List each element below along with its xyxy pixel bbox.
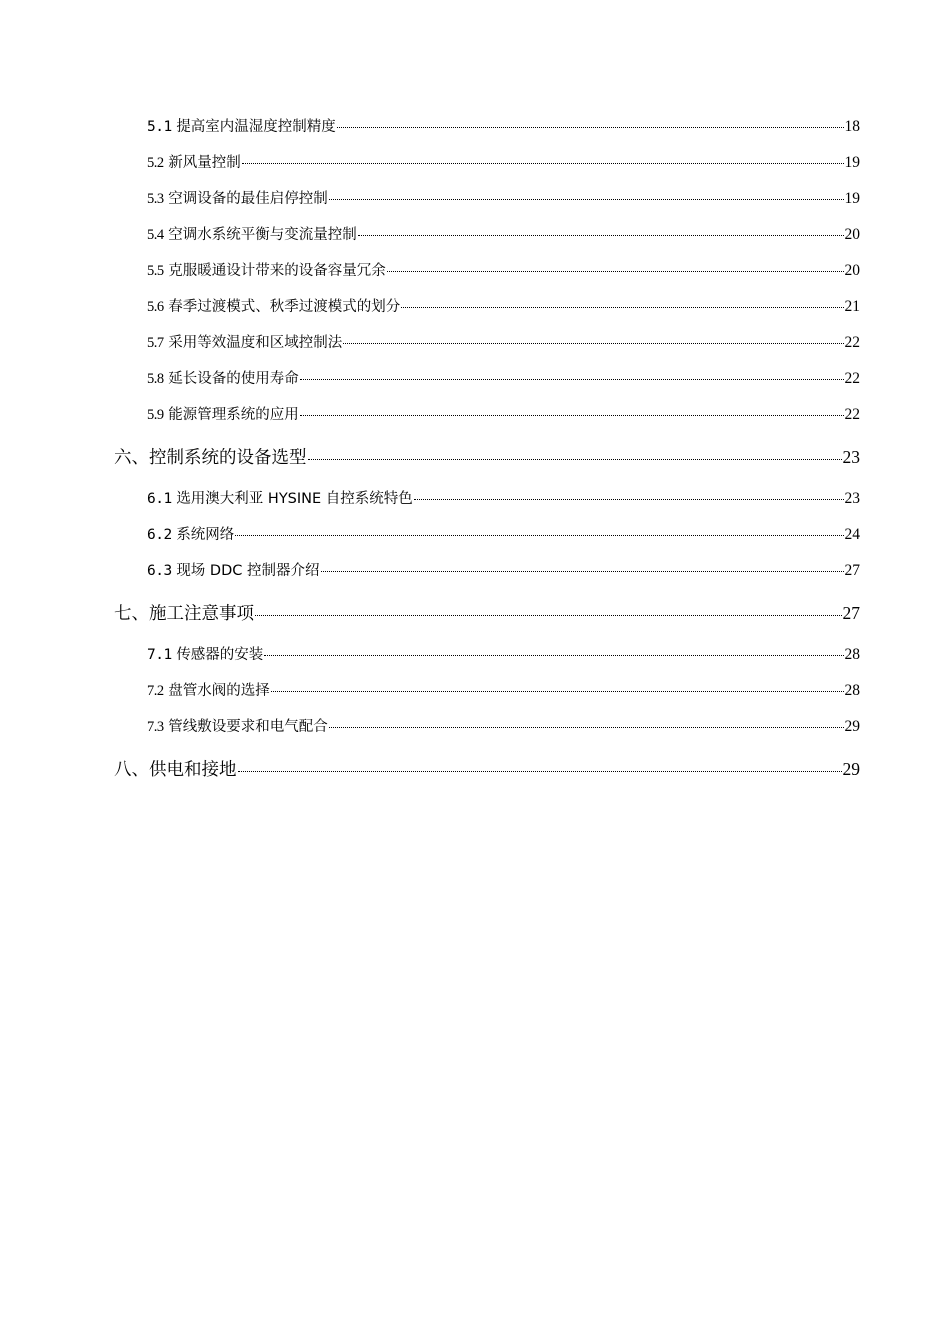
toc-page-number: 27	[844, 562, 860, 579]
toc-dot-leader	[264, 655, 843, 656]
toc-chapter-7[interactable]	[114, 603, 860, 625]
toc-dot-leader	[242, 163, 844, 164]
toc-chapter-8[interactable]	[114, 759, 860, 781]
toc-entry-7-2[interactable]	[147, 682, 860, 701]
toc-dot-leader	[308, 459, 842, 460]
toc-entry-number: 6.2	[147, 527, 172, 543]
toc-entry-6-2[interactable]	[147, 526, 860, 545]
toc-entry-number: 6.1	[147, 491, 172, 507]
toc-dot-leader	[300, 415, 844, 416]
toc-entry-number: 5.4	[147, 227, 164, 243]
toc-dot-leader	[321, 571, 844, 572]
toc-chapter-title: 七、施工注意事项	[114, 604, 254, 624]
toc-entry-title: 选用澳大利亚 HYSINE 自控系统特色	[176, 491, 413, 507]
toc-page-number: 18	[844, 118, 860, 135]
toc-page-number: 28	[844, 682, 860, 699]
toc-entry-5-4[interactable]	[147, 226, 860, 245]
toc-entry-7-1[interactable]	[147, 646, 860, 665]
toc-dot-leader	[401, 307, 843, 308]
toc-page-number: 29	[844, 718, 860, 735]
toc-dot-leader	[358, 235, 844, 236]
toc-chapter-title: 八、供电和接地	[114, 760, 237, 780]
toc-page-number: 27	[842, 603, 860, 623]
toc-entry-title: 春季过渡模式、秋季过渡模式的划分	[168, 299, 401, 315]
toc-entry-6-3[interactable]	[147, 562, 860, 581]
toc-page-number: 19	[844, 154, 860, 171]
toc-dot-leader	[387, 271, 844, 272]
toc-entry-title: 空调水系统平衡与变流量控制	[168, 227, 357, 243]
toc-entry-number: 5.3	[147, 191, 164, 207]
toc-dot-leader	[337, 127, 844, 128]
toc-page-number: 23	[844, 490, 860, 507]
toc-dot-leader	[235, 535, 843, 536]
toc-page-number: 29	[842, 759, 860, 779]
toc-dot-leader	[343, 343, 843, 344]
toc-page-number: 28	[844, 646, 860, 663]
toc-entry-number: 5.8	[147, 371, 164, 387]
toc-entry-number: 7.2	[147, 683, 164, 699]
toc-chapter-6[interactable]	[114, 447, 860, 469]
toc-entry-number: 6.3	[147, 563, 172, 579]
toc-entry-title: 现场 DDC 控制器介绍	[176, 563, 320, 579]
toc-entry-number: 5.2	[147, 155, 164, 171]
toc-entry-title: 克服暖通设计带来的设备容量冗余	[168, 263, 386, 279]
toc-entry-number: 5.7	[147, 335, 164, 351]
toc-page-number: 19	[844, 190, 860, 207]
toc-entry-number: 5.5	[147, 263, 164, 279]
toc-entry-title: 盘管水阀的选择	[168, 683, 270, 699]
toc-dot-leader	[329, 727, 844, 728]
toc-entry-5-2[interactable]	[147, 154, 860, 173]
toc-entry-number: 5.1	[147, 119, 172, 135]
toc-page-number: 22	[844, 406, 860, 423]
toc-dot-leader	[300, 379, 844, 380]
toc-page-number: 22	[844, 370, 860, 387]
toc-page-number: 21	[844, 298, 860, 315]
toc-entry-7-3[interactable]	[147, 718, 860, 737]
toc-entry-6-1[interactable]	[147, 490, 860, 509]
toc-entry-5-3[interactable]	[147, 190, 860, 209]
toc-entry-title: 新风量控制	[168, 155, 241, 171]
toc-entry-title: 空调设备的最佳启停控制	[168, 191, 328, 207]
toc-entry-5-9[interactable]	[147, 406, 860, 425]
toc-entry-title: 能源管理系统的应用	[168, 407, 299, 423]
toc-page-number: 23	[842, 447, 860, 467]
toc-dot-leader	[238, 771, 842, 772]
toc-entry-5-1[interactable]	[147, 118, 860, 137]
toc-entry-title: 系统网络	[176, 527, 235, 543]
toc-chapter-title: 六、控制系统的设备选型	[114, 448, 307, 468]
toc-entry-5-7[interactable]	[147, 334, 860, 353]
toc-dot-leader	[271, 691, 844, 692]
toc-page-number: 22	[844, 334, 860, 351]
toc-entry-number: 7.3	[147, 719, 164, 735]
toc-dot-leader	[329, 199, 844, 200]
toc-entry-5-8[interactable]	[147, 370, 860, 389]
toc-page-number: 20	[844, 262, 860, 279]
toc-entry-title: 延长设备的使用寿命	[168, 371, 299, 387]
toc-entry-number: 5.6	[147, 299, 164, 315]
toc-entry-number: 5.9	[147, 407, 164, 423]
toc-page-number: 24	[844, 526, 860, 543]
toc-entry-5-5[interactable]	[147, 262, 860, 281]
toc-entry-5-6[interactable]	[147, 298, 860, 317]
toc-dot-leader	[255, 615, 842, 616]
toc-entry-number: 7.1	[147, 647, 172, 663]
toc-entry-title: 传感器的安装	[176, 647, 264, 663]
toc-page-number: 20	[844, 226, 860, 243]
toc-entry-title: 采用等效温度和区域控制法	[168, 335, 343, 351]
toc-entry-title: 提高室内温湿度控制精度	[176, 119, 336, 135]
toc-entry-title: 管线敷设要求和电气配合	[168, 719, 328, 735]
toc-dot-leader	[414, 499, 844, 500]
